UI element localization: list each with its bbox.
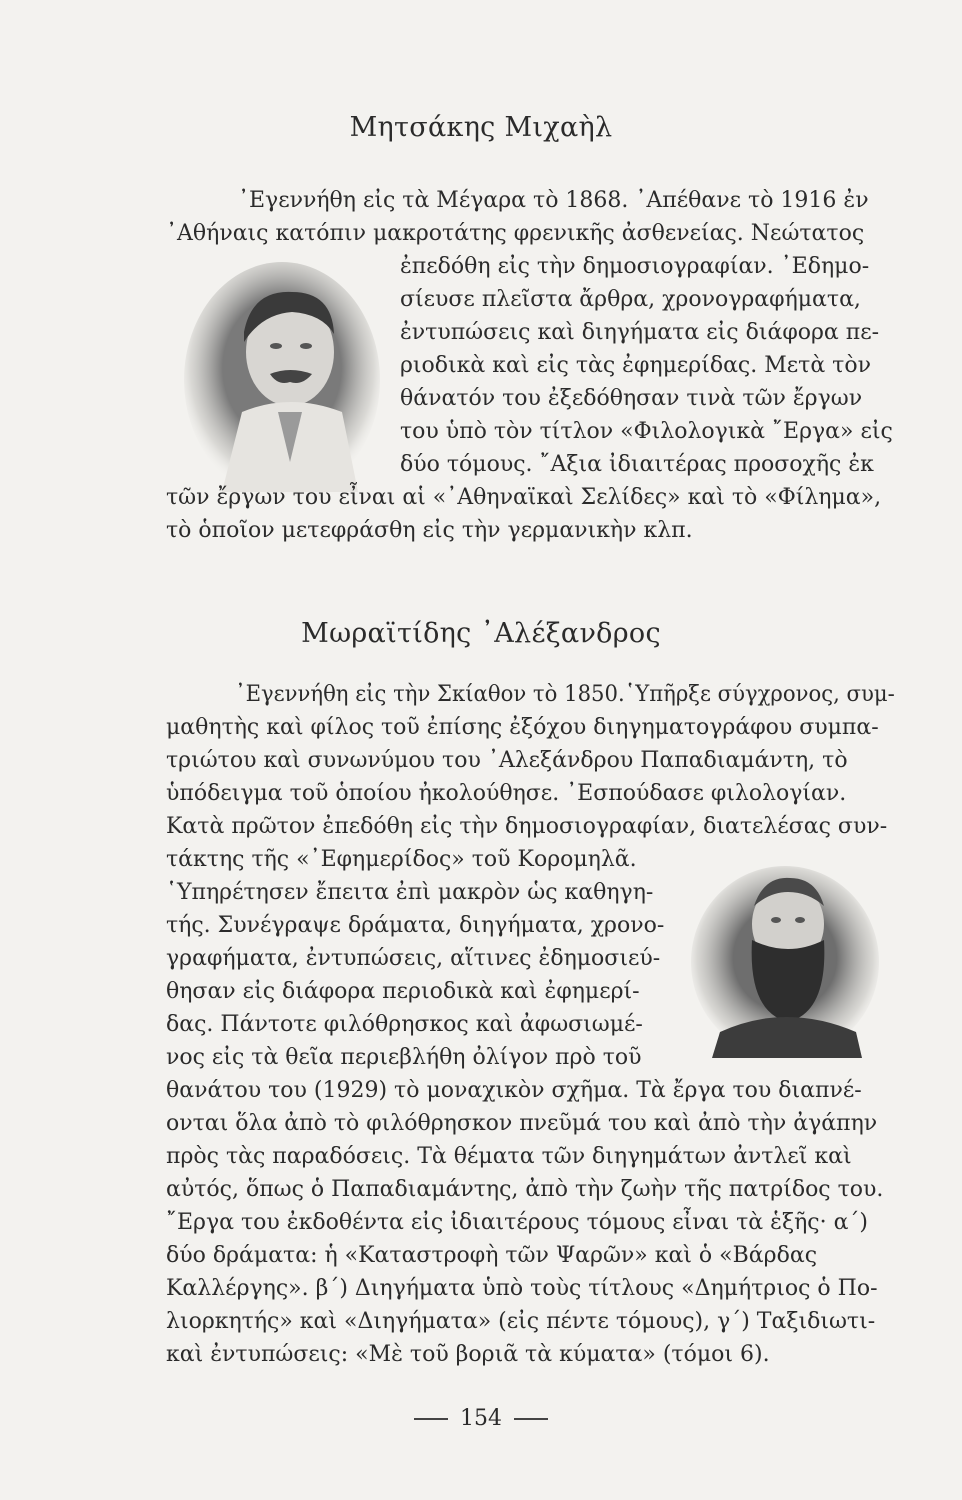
entry2-line-15: πρὸς τὰς παραδόσεις. Τὰ θέματα τῶν διηγημάτων ἀντλεῖ καὶ xyxy=(166,1144,852,1169)
entry2-line-21: καὶ ἐντυπώσεις: «Μὲ τοῦ βοριᾶ τὰ κύματα» (τόμοι 6). xyxy=(166,1342,770,1367)
entry1-line-10: τῶν ἔργων του εἶναι αἱ «᾿Αθηναϊκαὶ Σελίδες» καὶ τὸ «Φίλημα», xyxy=(166,485,882,510)
entry1-line-9: δύο τόμους. ῎Αξια ἰδιαιτέρας προσοχῆς ἐκ xyxy=(400,452,874,477)
portrait-moraitidis xyxy=(690,862,880,1066)
entry2-line-17: ῎Εργα του ἐκδοθέντα εἰς ἰδιαιτέρους τόμους εἶναι τὰ ἑξῆς· α΄) xyxy=(166,1210,869,1235)
entry2-line-11: δας. Πάντοτε φιλόθρησκος καὶ ἀφωσιωμέ- xyxy=(166,1012,643,1037)
entry2-line-13: θανάτου του (1929) τὸ μοναχικὸν σχῆμα. Τὰ ἔργα του διαπνέ- xyxy=(166,1078,862,1103)
portrait-mitsakis xyxy=(182,262,382,506)
page-number-dash-right xyxy=(514,1418,548,1420)
entry2-line-20: λιορκητής» καὶ «Διηγήματα» (εἰς πέντε τόμους), γ΄) Ταξιδιωτι- xyxy=(166,1309,876,1334)
entry2-line-5: Κατὰ πρῶτον ἐπεδόθη εἰς τὴν δημοσιογραφίαν, διατελέσας συν- xyxy=(166,814,888,839)
entry2-line-7: ῾Υπηρέτησεν ἔπειτα ἐπὶ μακρὸν ὡς καθηγη- xyxy=(166,880,654,905)
entry-title-mitsakis: Μητσάκης Μιχαὴλ xyxy=(349,112,613,143)
entry2-line-19: Καλλέργης». β΄) Διηγήματα ὑπὸ τοὺς τίτλους «Δημήτριος ὁ Πο- xyxy=(166,1276,878,1301)
entry1-line-1: ᾿Εγεννήθη εἰς τὰ Μέγαρα τὸ 1868. ᾿Απέθανε τὸ 1916 ἐν xyxy=(238,188,869,213)
entry2-line-14: ονται ὅλα ἀπὸ τὸ φιλόθρησκον πνεῦμά του καὶ ἀπὸ τὴν ἀγάπην xyxy=(166,1111,878,1136)
entry1-line-4: σίευσε πλεῖστα ἄρθρα, χρονογραφήματα, xyxy=(400,287,861,312)
entry2-line-3: τριώτου καὶ συνωνύμου του ᾿Αλεξάνδρου Παπαδιαμάντη, τὸ xyxy=(166,748,848,773)
entry2-line-6: τάκτης τῆς «᾿Εφημερίδος» τοῦ Κορομηλᾶ. xyxy=(166,847,637,872)
entry2-line-12: νος εἰς τὰ θεῖα περιεβλήθη ὀλίγον πρὸ τοῦ xyxy=(166,1045,642,1070)
entry1-line-11: τὸ ὁποῖον μετεφράσθη εἰς τὴν γερμανικὴν κλπ. xyxy=(166,518,693,543)
entry2-line-1: ᾿Εγεννήθη εἰς τὴν Σκίαθον τὸ 1850.῾Υπῆρξε σύγχρονος, συμ- xyxy=(235,682,895,707)
entry1-line-3: ἐπεδόθη εἰς τὴν δημοσιογραφίαν. ᾿Εδημο- xyxy=(400,254,870,279)
entry-title-moraitidis: Μωραϊτίδης ᾿Αλέξανδρος xyxy=(301,618,661,649)
entry1-line-7: θάνατόν του ἐξεδόθησαν τινὰ τῶν ἔργων xyxy=(400,386,863,411)
entry1-line-5: ἐντυπώσεις καὶ διηγήματα εἰς διάφορα πε- xyxy=(400,320,880,345)
entry2-line-9: γραφήματα, ἐντυπώσεις, αἵτινες ἐδημοσιεύ- xyxy=(166,946,661,971)
entry2-line-16: αὐτός, ὅπως ὁ Παπαδιαμάντης, ἀπὸ τὴν ζωὴν τῆς πατρίδος του. xyxy=(166,1177,884,1202)
page-number xyxy=(0,1406,962,1431)
entry2-line-10: θησαν εἰς διάφορα περιοδικὰ καὶ ἐφημερί- xyxy=(166,979,640,1004)
entry2-line-4: ὑπόδειγμα τοῦ ὁποίου ἠκολούθησε. ᾿Εσπούδασε φιλολογίαν. xyxy=(166,781,847,806)
entry2-line-2: μαθητὴς καὶ φίλος τοῦ ἐπίσης ἐξόχου διηγηματογράφου συμπα- xyxy=(166,715,879,740)
entry1-line-8: του ὑπὸ τὸν τίτλον «Φιλολογικὰ ῎Εργα» εἰς xyxy=(400,419,893,444)
entry2-line-8: τής. Συνέγραψε δράματα, διηγήματα, χρονο- xyxy=(166,913,665,938)
entry1-line-2: ᾿Αθήναις κατόπιν μακροτάτης φρενικῆς ἀσθενείας. Νεώτατος xyxy=(166,221,865,246)
page-number-dash-left xyxy=(414,1418,448,1420)
entry1-line-6: ριοδικὰ καὶ εἰς τὰς ἐφημερίδας. Μετὰ τὸν xyxy=(400,353,871,378)
page-number-value: 154 xyxy=(460,1406,502,1431)
entry2-line-18: δύο δράματα: ἡ «Καταστροφὴ τῶν Ψαρῶν» καὶ ὁ «Βάρδας xyxy=(166,1243,818,1268)
